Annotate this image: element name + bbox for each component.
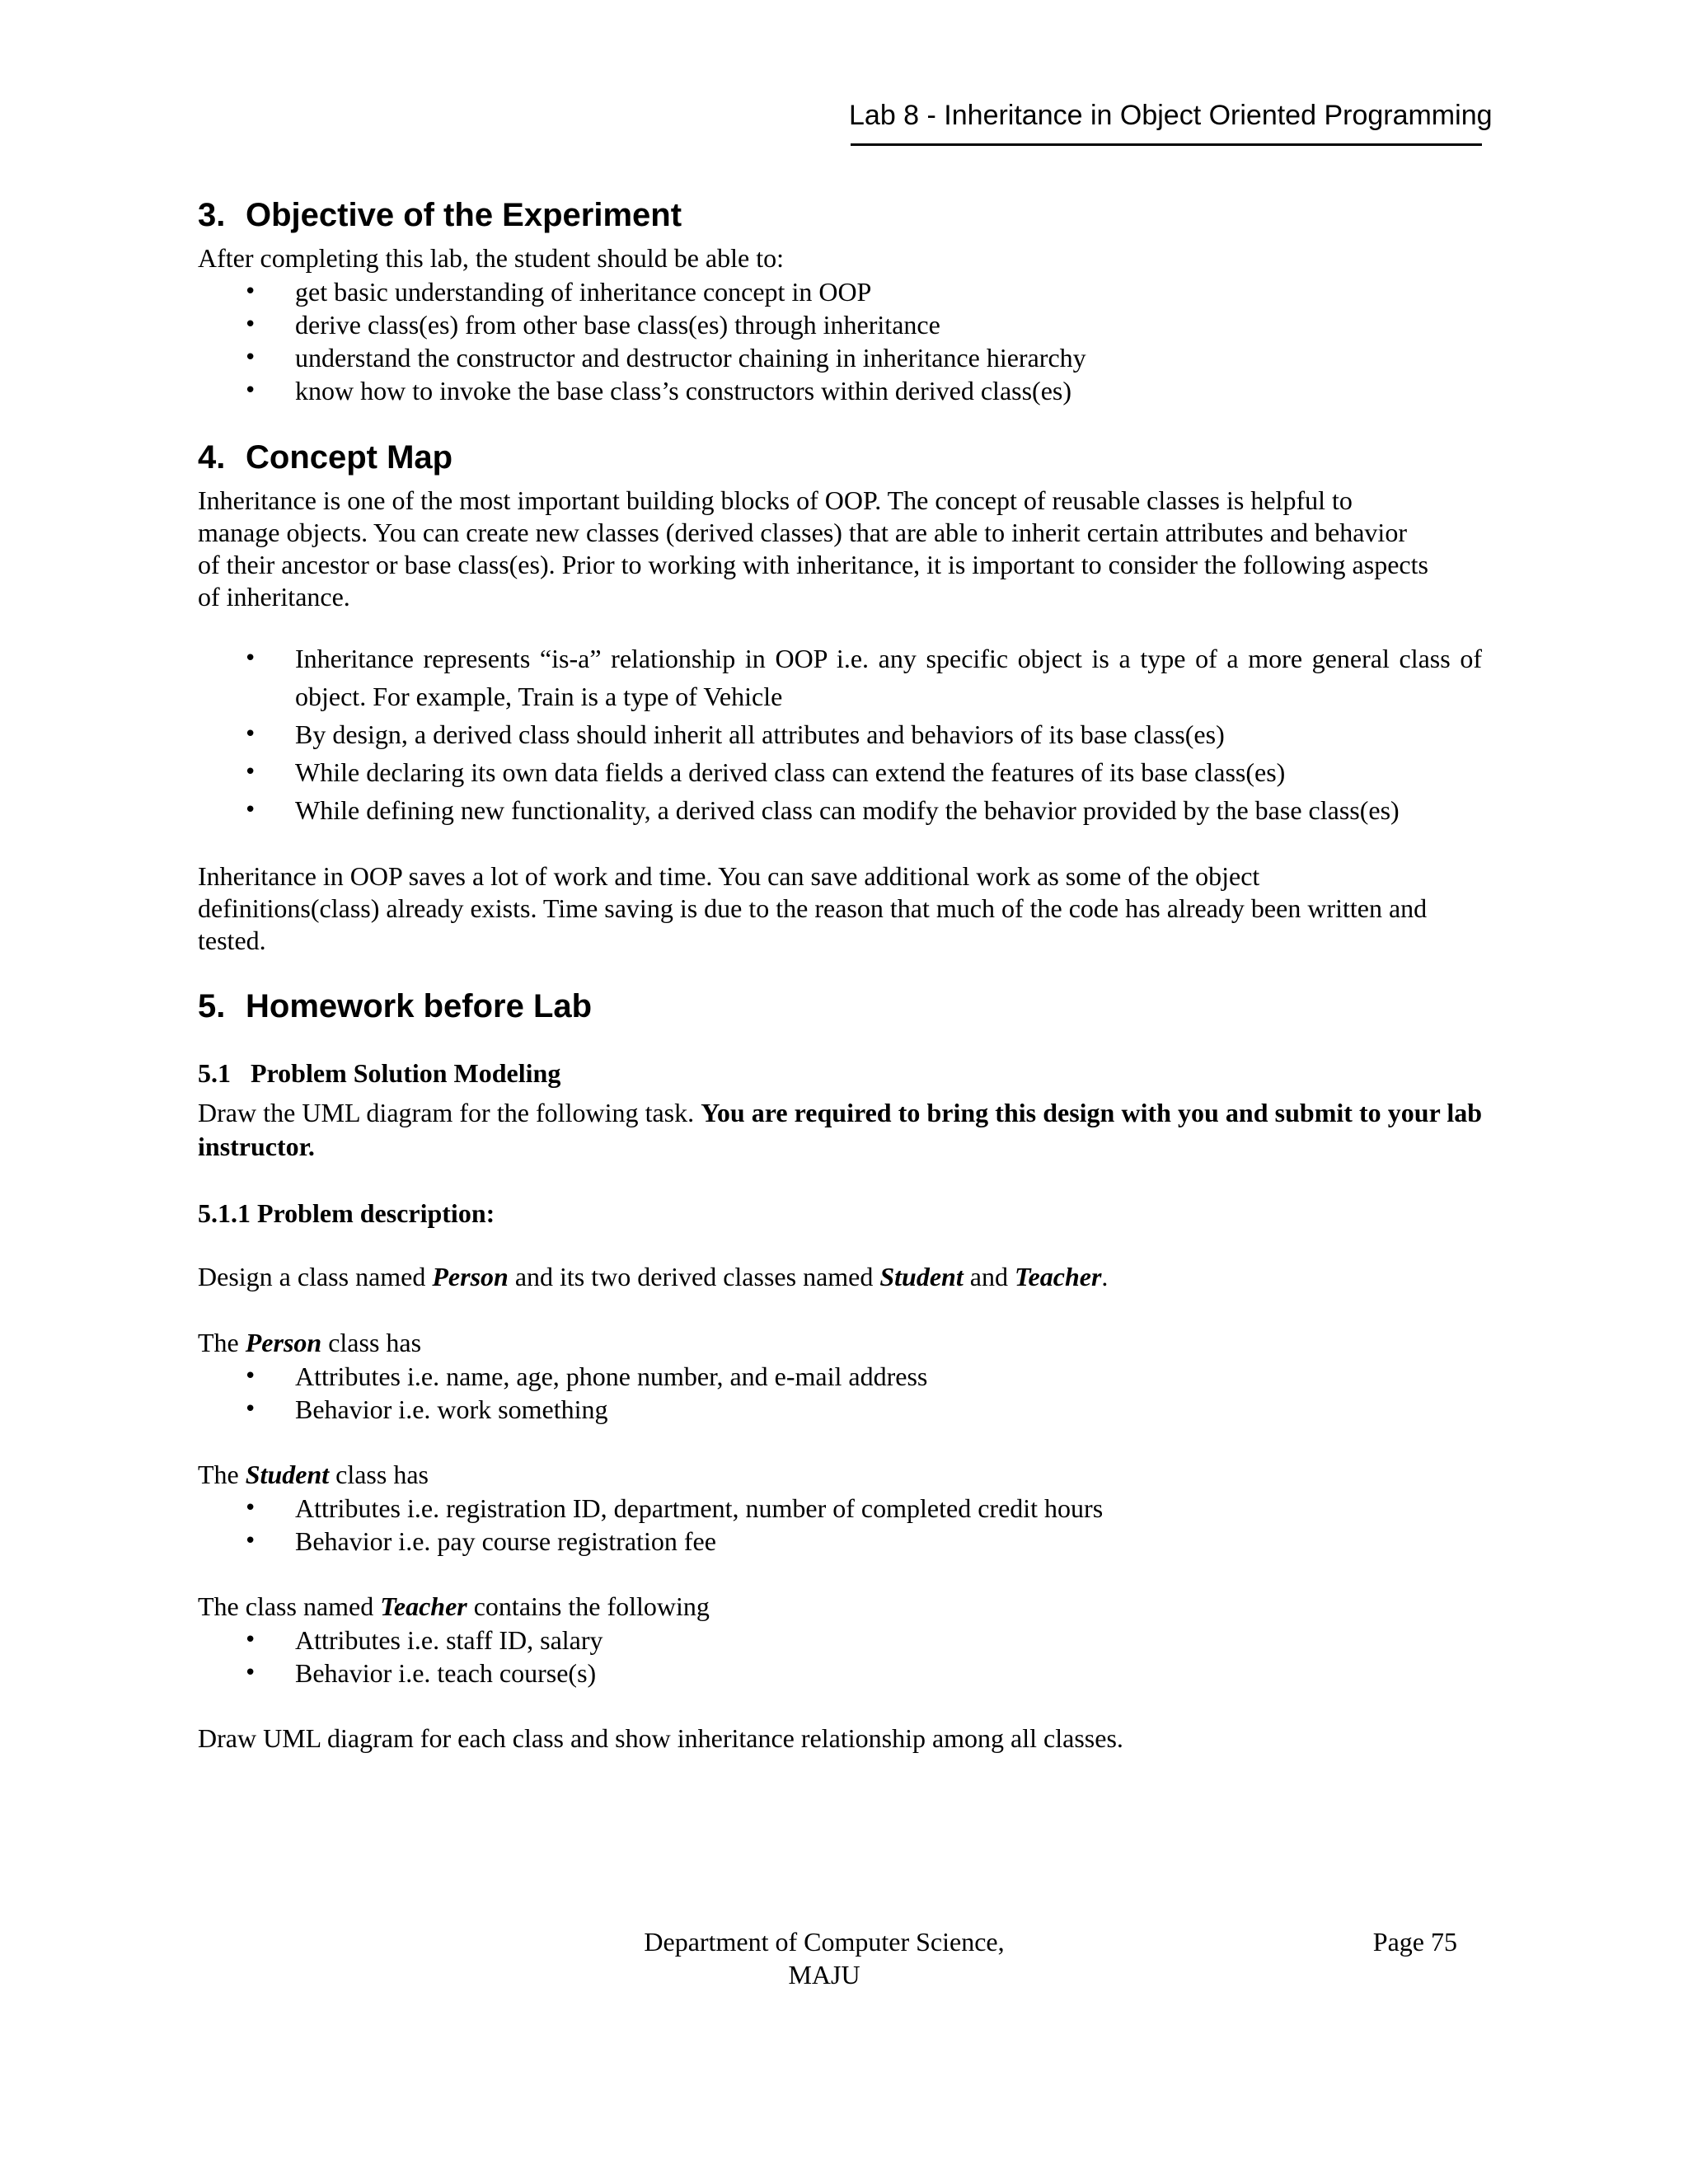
section-title: Objective of the Experiment xyxy=(246,197,682,233)
student-class-intro: The Student class has xyxy=(198,1460,429,1489)
bullet-icon: • xyxy=(244,1496,257,1521)
bullet-icon: • xyxy=(244,345,257,370)
section-number: 4. xyxy=(198,439,226,476)
design-statement: Design a class named Person and its two derived classes named Student and Teacher. xyxy=(198,1262,1109,1291)
section-3-intro: After completing this lab, the student should be able to: xyxy=(198,243,784,273)
list-item: • get basic understanding of inheritance concept in OOP xyxy=(244,277,872,307)
bullet-icon: • xyxy=(244,722,257,747)
bullet-icon: • xyxy=(244,1628,257,1652)
list-item: • Behavior i.e. teach course(s) xyxy=(244,1658,597,1688)
subsection-title: Problem Solution Modeling xyxy=(251,1058,561,1088)
class-name-teacher: Teacher xyxy=(1014,1262,1102,1291)
section-title: Homework before Lab xyxy=(246,988,593,1024)
list-item: • While declaring its own data fields a derived class can extend the features of its base class(es) xyxy=(198,753,1482,791)
section-number: 5. xyxy=(198,988,226,1024)
list-item: • know how to invoke the base class’s constructors within derived class(es) xyxy=(244,376,1072,405)
paragraph-line: manage objects. You can create new classes (derived classes) that are able to inherit certain attributes and behavior xyxy=(198,518,1407,547)
list-item: • While defining new functionality, a derived class can modify the behavior provided by the base class(es) xyxy=(198,791,1482,829)
paragraph-line: tested. xyxy=(198,926,266,955)
footer-department xyxy=(577,1925,1071,1991)
page-number: Page 75 xyxy=(1372,1927,1457,1957)
bullet-icon: • xyxy=(244,798,257,823)
person-class-intro: The Person class has xyxy=(198,1328,422,1357)
instruction-emphasis: You are required to bring this design with you and submit to your lab instructor. xyxy=(198,1098,1483,1161)
header-rule xyxy=(851,143,1482,146)
paragraph-line: of inheritance. xyxy=(198,582,350,612)
paragraph-line: definitions(class) already exists. Time saving is due to the reason that much of the code has already been written and xyxy=(198,893,1428,923)
objectives-list xyxy=(198,275,1482,407)
list-item: • Inheritance represents “is-a” relationship in OOP i.e. any specific object is a type of a more general class of object. For example, Train is a type of Vehicle xyxy=(198,640,1482,715)
section-4-heading xyxy=(198,437,452,478)
paragraph-line: Inheritance is one of the most important building blocks of OOP. The concept of reusable classes is helpful to xyxy=(198,485,1353,515)
bullet-icon: • xyxy=(244,1364,257,1389)
student-class-list xyxy=(198,1492,1482,1558)
list-item: • Behavior i.e. work something xyxy=(244,1394,608,1424)
class-name-person: Person xyxy=(432,1262,509,1291)
bullet-icon: • xyxy=(244,760,257,785)
section-title: Concept Map xyxy=(246,439,453,476)
list-item: • Behavior i.e. pay course registration fee xyxy=(244,1526,716,1556)
section-5-heading xyxy=(198,986,592,1027)
concept-paragraph-1 xyxy=(198,485,1482,613)
running-header: Lab 8 - Inheritance in Object Oriented Programming xyxy=(849,100,1493,131)
paragraph-line: Inheritance in OOP saves a lot of work and time. You can save additional work as some of the object xyxy=(198,861,1260,891)
class-name-student: Student xyxy=(879,1262,964,1291)
list-item: • Attributes i.e. registration ID, department, number of completed credit hours xyxy=(244,1493,1104,1523)
bullet-icon: • xyxy=(244,1397,257,1422)
subsection-5-1-1-heading: 5.1.1 Problem description: xyxy=(198,1198,495,1228)
concept-list xyxy=(198,640,1482,829)
bullet-icon: • xyxy=(244,646,257,671)
list-item: • Attributes i.e. name, age, phone number, and e-mail address xyxy=(244,1361,928,1391)
closing-instruction: Draw UML diagram for each class and show inheritance relationship among all classes. xyxy=(198,1723,1123,1753)
bullet-icon: • xyxy=(244,1661,257,1685)
teacher-class-list xyxy=(198,1624,1482,1690)
paragraph-line: of their ancestor or base class(es). Prior to working with inheritance, it is important to consider the following aspects xyxy=(198,550,1428,579)
subsection-number: 5.1 xyxy=(198,1058,231,1088)
footer-dept-line: MAJU xyxy=(788,1960,860,1990)
bullet-icon: • xyxy=(244,378,257,403)
section-number: 3. xyxy=(198,197,226,233)
teacher-class-intro: The class named Teacher contains the following xyxy=(198,1591,710,1621)
list-item: • By design, a derived class should inherit all attributes and behaviors of its base class(es) xyxy=(198,715,1482,753)
concept-paragraph-2 xyxy=(198,860,1482,957)
list-item: • Attributes i.e. staff ID, salary xyxy=(244,1625,603,1655)
bullet-icon: • xyxy=(244,279,257,304)
bullet-icon: • xyxy=(244,312,257,337)
list-item: • understand the constructor and destructor chaining in inheritance hierarchy xyxy=(244,343,1086,373)
person-class-list xyxy=(198,1360,1482,1426)
list-item: • derive class(es) from other base class(es) through inheritance xyxy=(244,310,940,340)
bullet-icon: • xyxy=(244,1529,257,1554)
footer-dept-line: Department of Computer Science, xyxy=(644,1927,1005,1957)
subsection-5-1-heading xyxy=(198,1057,560,1090)
section-3-heading xyxy=(198,194,682,236)
homework-instruction: Draw the UML diagram for the following task. You are required to bring this design with you and submit to your lab instructor. xyxy=(198,1098,1483,1161)
